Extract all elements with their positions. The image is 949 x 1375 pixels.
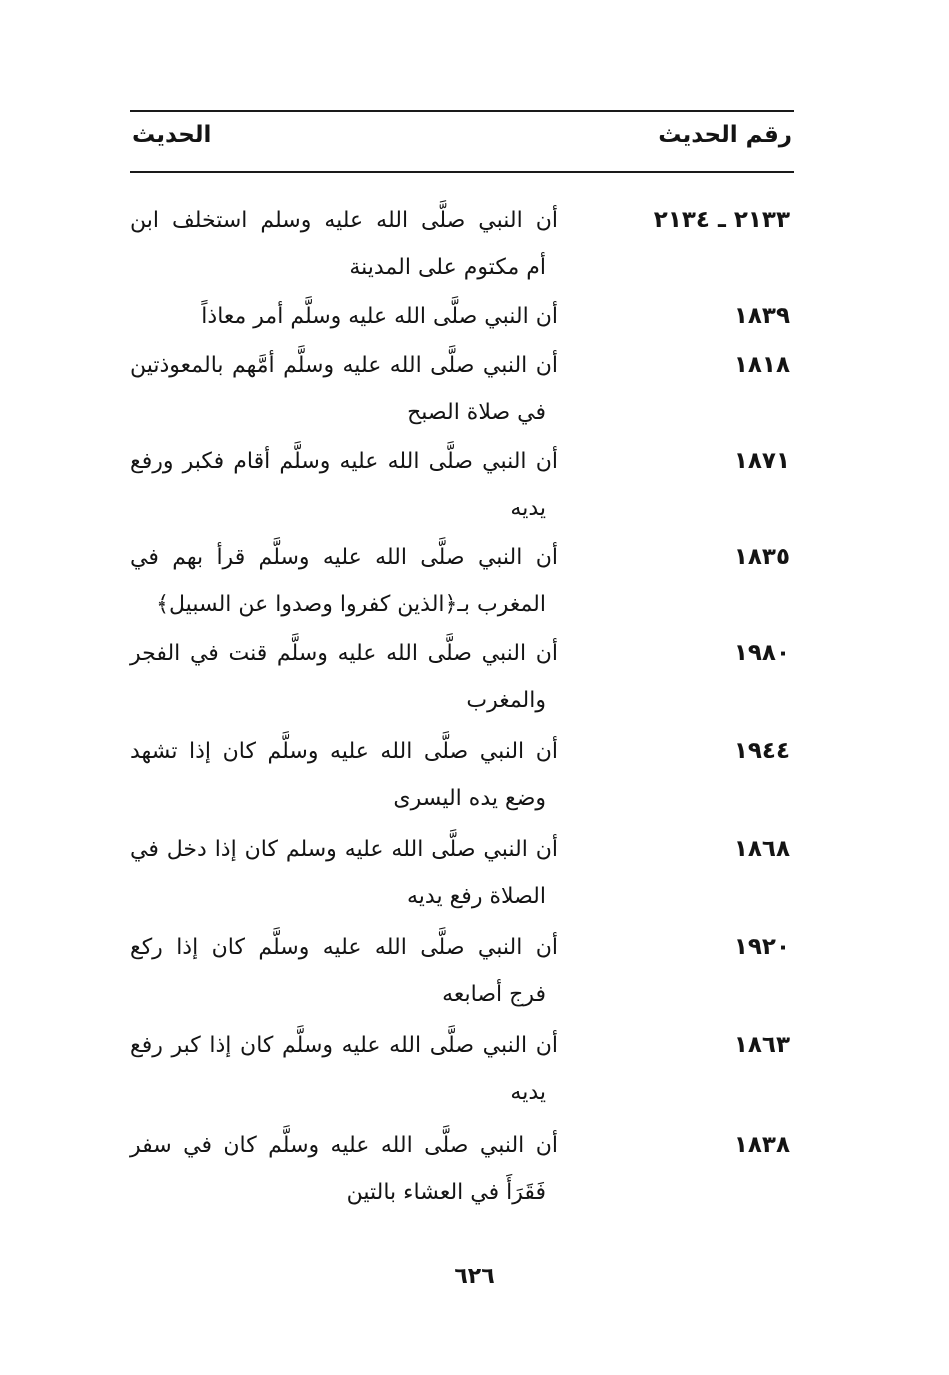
hadith-number: ١٨٧١	[733, 448, 790, 474]
hadith-number: ١٨٦٣	[733, 1032, 790, 1058]
hadith-number: ١٨٣٥	[733, 544, 790, 570]
hadith-text-line: المغرب بـ﴿الذين كفروا وصدوا عن السبيل﴾	[156, 592, 546, 617]
hadith-text-line: فرج أصابعه	[442, 982, 546, 1007]
page-number: ٦٢٦	[454, 1264, 495, 1289]
index-entry	[130, 534, 794, 628]
hadith-text	[130, 342, 558, 436]
hadith-number: ١٨٣٩	[733, 303, 790, 329]
hadith-text	[130, 438, 558, 532]
hadith-number: ١٨٦٨	[733, 836, 790, 862]
index-entry	[130, 197, 794, 291]
hadith-index-list	[130, 197, 794, 1216]
table-header	[130, 122, 794, 162]
hadith-number: ١٩٤٤	[733, 738, 790, 764]
hadith-text-line: أن النبي صلَّى الله عليه وسلَّم كان في سفر	[130, 1133, 558, 1158]
hadith-text-line: أن النبي صلَّى الله عليه وسلَّم قنت في الفجر	[130, 641, 558, 666]
index-entry	[130, 630, 794, 724]
hadith-number: ٢١٣٣ ـ ٢١٣٤	[653, 207, 790, 233]
hadith-text-line: وضع يده اليسرى	[393, 786, 546, 811]
hadith-text	[130, 1022, 558, 1116]
hadith-text-line: أن النبي صلَّى الله عليه وسلَّم أمر معاذاً	[201, 304, 558, 329]
hadith-text-line: والمغرب	[466, 688, 546, 713]
hadith-text-line: أن النبي صلَّى الله عليه وسلَّم أقام فكبر ورفع	[130, 449, 558, 474]
hadith-text-line: أن النبي صلَّى الله عليه وسلَّم أمَّهم بالمعوذتين	[130, 353, 558, 378]
hadith-text-line: أن النبي صلَّى الله عليه وسلم كان إذا دخل في	[130, 837, 558, 862]
hadith-text-line: أن النبي صلَّى الله عليه وسلَّم كان إذا ركع	[130, 935, 558, 960]
index-entry	[130, 342, 794, 436]
hadith-text	[130, 534, 558, 628]
header-top-rule	[130, 110, 794, 112]
hadith-column-heading: الحديث	[132, 122, 212, 148]
index-entry	[130, 924, 794, 1018]
hadith-text-line: أن النبي صلَّى الله عليه وسلَّم قرأ بهم في	[130, 545, 558, 570]
hadith-number: ١٩٨٠	[733, 640, 790, 666]
hadith-text	[130, 728, 558, 822]
hadith-text	[130, 1122, 558, 1216]
index-entry	[130, 293, 794, 340]
hadith-text-line: يديه	[510, 1080, 546, 1105]
hadith-text-line: أن النبي صلَّى الله عليه وسلَّم كان إذا كبر رفع	[130, 1033, 558, 1058]
hadith-number: ١٨٣٨	[733, 1132, 790, 1158]
hadith-text	[130, 826, 558, 920]
index-entry	[130, 1022, 794, 1116]
hadith-number: ١٨١٨	[733, 352, 790, 378]
hadith-text	[130, 197, 558, 291]
hadith-number-column-heading: رقم الحديث	[658, 122, 792, 148]
index-entry	[130, 1122, 794, 1216]
hadith-text	[130, 630, 558, 724]
hadith-text-line: يديه	[510, 496, 546, 521]
hadith-text-line: فَقَرَأَ في العشاء بالتين	[346, 1180, 546, 1205]
hadith-text-line: أن النبي صلَّى الله عليه وسلَّم كان إذا تشهد	[130, 739, 558, 764]
hadith-number: ١٩٢٠	[733, 934, 790, 960]
hadith-text	[130, 293, 558, 340]
hadith-text-line: في صلاة الصبح	[407, 400, 546, 425]
header-bottom-rule	[130, 171, 794, 173]
hadith-text-line: الصلاة رفع يديه	[407, 884, 546, 909]
index-entry	[130, 728, 794, 822]
hadith-text-line: أن النبي صلَّى الله عليه وسلم استخلف ابن	[130, 208, 558, 233]
index-entry	[130, 438, 794, 532]
hadith-text-line: أم مكتوم على المدينة	[349, 255, 546, 280]
index-entry	[130, 826, 794, 920]
hadith-text	[130, 924, 558, 1018]
